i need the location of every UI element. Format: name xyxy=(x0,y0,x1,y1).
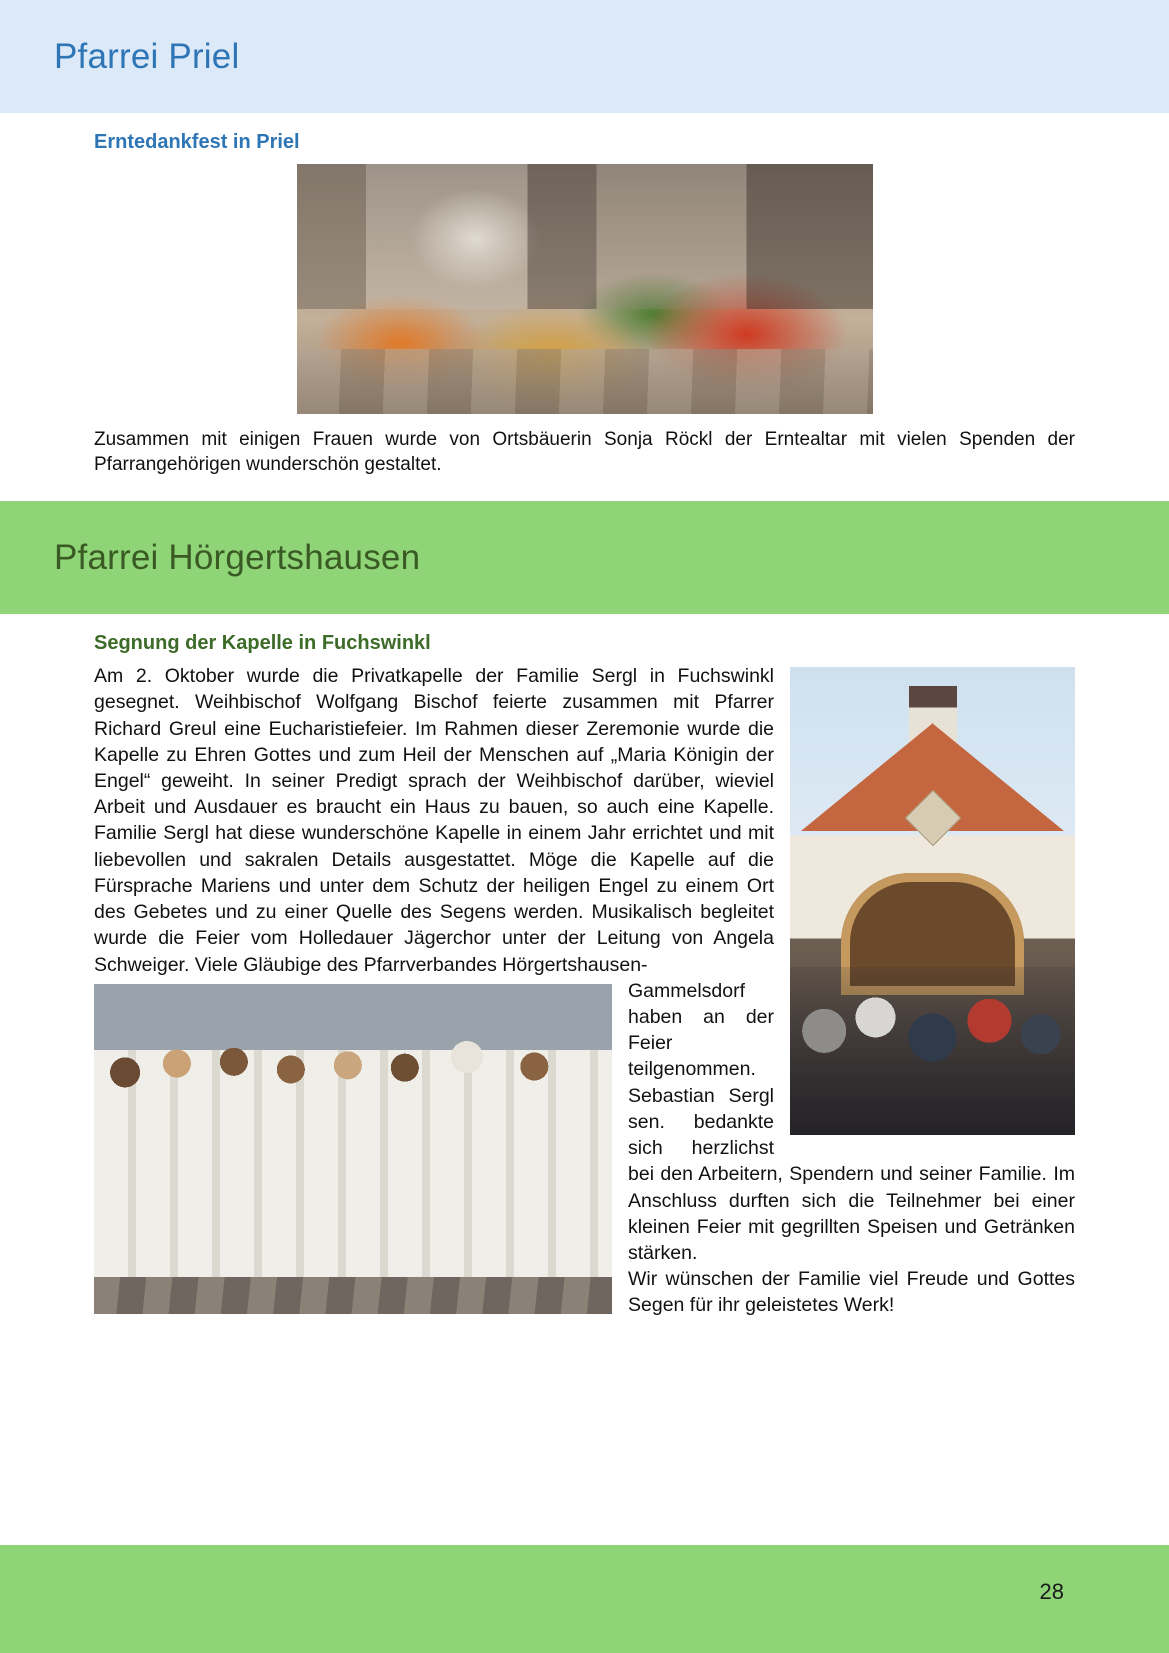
section-priel-body xyxy=(0,131,1169,477)
footer-bar xyxy=(0,1545,1169,1653)
article-kapelle-segnung xyxy=(94,663,1075,1318)
group-floor-shape xyxy=(94,1277,612,1313)
heading-erntedankfest: Erntedankfest in Priel xyxy=(94,131,300,153)
chapel-blessing-photo xyxy=(790,667,1075,1135)
article-paragraph-3: Wir wünschen der Familie viel Freude und Gottes Segen für ihr geleistetes Werk! xyxy=(628,1268,1075,1317)
banner-title-hoergertshausen: Pfarrei Hörgertshausen xyxy=(54,537,421,577)
article-paragraph-1: Am 2. Oktober wurde die Privatkapelle der Familie Sergl in Fuchswinkl gesegnet. Weihbischof Wolfgang Bischof feierte zusammen mit Pfarrer Richard Greul eine Eucharistiefeier. Im Rahmen dieser Zeremonie wurde die Kapelle zu Ehren Gottes und zum Heil der Menschen auf „Maria Königin der Engel“ geweiht. In seiner Predigt sprach der Weihbischof darüber, wieviel Arbeit und Ausdauer es braucht ein Haus zu bauen, so auch eine Kapelle. Familie Sergl hat diese wunderschöne Kapelle in einem Jahr errichtet und mit liebevollen und sakralen Details ausgestattet. Möge die Kapelle auf die Fürsprache Mariens und unter dem Schutz der heiligen Engel zu einem Ort des Gebetes und zu einer Quelle des Segens werden. Musikalisch begleitet wurde die Feier vom Holledauer Jägerchor unter der Leitung von Angela Schweiger. Viele Gläubige des Pfarrverbandes Hörgertshausen- xyxy=(94,665,774,976)
group-heads-shape xyxy=(94,1037,612,1096)
heading-segnung-kapelle: Segnung der Kapelle in Fuchswinkl xyxy=(94,632,431,655)
ministrants-group-photo xyxy=(94,984,612,1314)
harvest-altar-photo xyxy=(297,164,873,414)
section-hoergertshausen-body xyxy=(0,632,1169,1318)
banner-pfarrei-hoergertshausen xyxy=(0,501,1169,614)
article-paragraph-2: Gammelsdorf haben an der Feier teilgenommen. Sebastian Sergl sen. bedankte sich herzlichst bei den Arbeitern, Spendern und seiner Familie. Im Anschluss durften sich die Teilnehmer bei einer kleinen Feier mit gegrillten Speisen und Getränken stärken. xyxy=(628,979,1075,1264)
banner-pfarrei-priel xyxy=(0,0,1169,113)
harvest-altar-caption: Zusammen mit einigen Frauen wurde von Ortsbäuerin Sonja Röckl der Erntealtar mit vielen Spenden der Pfarrangehörigen wunderschön gestaltet. xyxy=(94,429,1075,476)
chapel-crowd-shape xyxy=(790,967,1075,1135)
banner-title-priel: Pfarrei Priel xyxy=(54,36,240,76)
page-number: 28 xyxy=(1039,1579,1064,1604)
